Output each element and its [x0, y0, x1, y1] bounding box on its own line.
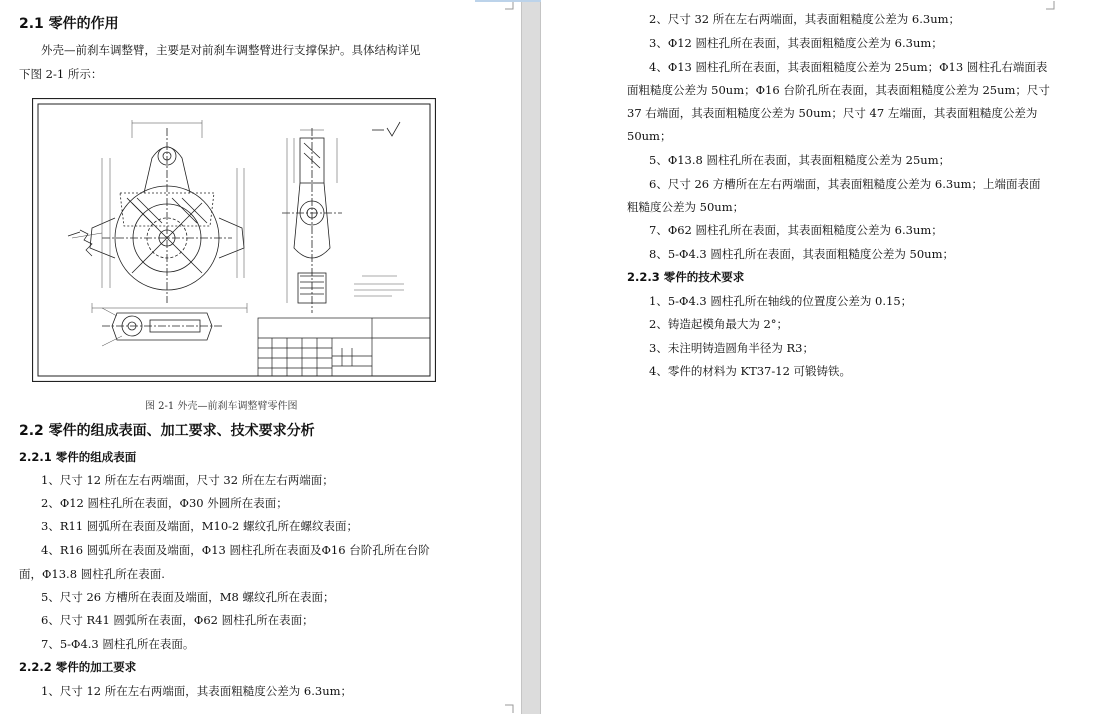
part-drawing-figure	[32, 98, 436, 382]
intro-line-2: 下图 2-1 所示：	[19, 67, 103, 81]
tech-req-1: 1、5-Φ4.3 圆柱孔所在轴线的位置度公差为 0.15；	[649, 294, 913, 308]
heading-2-2: 2.2 零件的组成表面、加工要求、技术要求分析	[19, 423, 315, 439]
right-page	[541, 0, 1111, 714]
surface-item-3: 3、R11 圆弧所在表面及端面，M10-2 螺纹孔所在螺纹表面；	[41, 519, 359, 533]
surface-item-1: 1、尺寸 12 所在左右两端面，尺寸 32 所在左右两端面；	[41, 473, 334, 487]
machining-item-2: 2、尺寸 32 所在左右两端面，其表面粗糙度公差为 6.3um；	[649, 12, 961, 26]
machining-item-4-cont-3: 50um；	[627, 129, 672, 143]
machining-item-4-cont-2: 37 右端面，其表面粗糙度公差为 50um；尺寸 47 左端面，其表面粗糙度公差为	[627, 106, 1038, 120]
heading-2-2-3: 2.2.3 零件的技术要求	[627, 270, 745, 284]
machining-item-7: 7、Φ62 圆柱孔所在表面，其表面粗糙度公差为 6.3um；	[649, 223, 943, 237]
surface-item-7: 7、5-Φ4.3 圆柱孔所在表面。	[41, 637, 195, 651]
machining-item-3: 3、Φ12 圆柱孔所在表面，其表面粗糙度公差为 6.3um；	[649, 36, 943, 50]
machining-item-8: 8、5-Φ4.3 圆柱孔所在表面，其表面粗糙度公差为 50um；	[649, 247, 954, 261]
heading-2-1: 2.1 零件的作用	[19, 16, 119, 32]
tech-req-2: 2、铸造起模角最大为 2°；	[649, 317, 789, 331]
tech-req-3: 3、未注明铸造圆角半径为 R3；	[649, 341, 814, 355]
machining-item-1: 1、尺寸 12 所在左右两端面，其表面粗糙度公差为 6.3um；	[41, 684, 353, 698]
page-corner-mark-icon	[1046, 1, 1056, 11]
machining-item-4: 4、Φ13 圆柱孔所在表面，其表面粗糙度公差为 25um；Φ13 圆柱孔右端面表	[649, 60, 1048, 74]
machining-item-6: 6、尺寸 26 方槽所在左右两端面，其表面粗糙度公差为 6.3um；上端面表面	[649, 177, 1041, 191]
heading-2-2-1: 2.2.1 零件的组成表面	[19, 450, 137, 464]
surface-item-2: 2、Φ12 圆柱孔所在表面，Φ30 外圆所在表面；	[41, 496, 288, 510]
figure-caption: 图 2-1 外壳—前刹车调整臂零件图	[145, 401, 298, 412]
surface-item-4-cont: 面，Φ13.8 圆柱孔所在表面.	[19, 567, 165, 581]
intro-line-1: 外壳—前刹车调整臂，主要是对前刹车调整臂进行支撑保护。具体结构详见	[41, 43, 421, 57]
surface-item-6: 6、尺寸 R41 圆弧所在表面，Φ62 圆柱孔所在表面；	[41, 613, 314, 627]
left-page	[0, 0, 521, 714]
tech-req-4: 4、零件的材料为 KT37-12 可锻铸铁。	[649, 364, 852, 378]
machining-item-6-cont: 粗糙度公差为 50um；	[627, 200, 745, 214]
page-corner-mark-icon	[505, 1, 515, 11]
surface-item-5: 5、尺寸 26 方槽所在表面及端面，M8 螺纹孔所在表面；	[41, 590, 335, 604]
page-corner-mark-icon	[505, 703, 515, 713]
page-gap	[521, 0, 541, 714]
surface-item-4: 4、R16 圆弧所在表面及端面，Φ13 圆柱孔所在表面及Φ16 台阶孔所在台阶	[41, 543, 430, 557]
machining-item-4-cont-1: 面粗糙度公差为 50um；Φ16 台阶孔所在表面，其表面粗糙度公差为 25um；尺寸	[627, 83, 1050, 97]
machining-item-5: 5、Φ13.8 圆柱孔所在表面，其表面粗糙度公差为 25um；	[649, 153, 951, 167]
heading-2-2-2: 2.2.2 零件的加工要求	[19, 660, 137, 674]
